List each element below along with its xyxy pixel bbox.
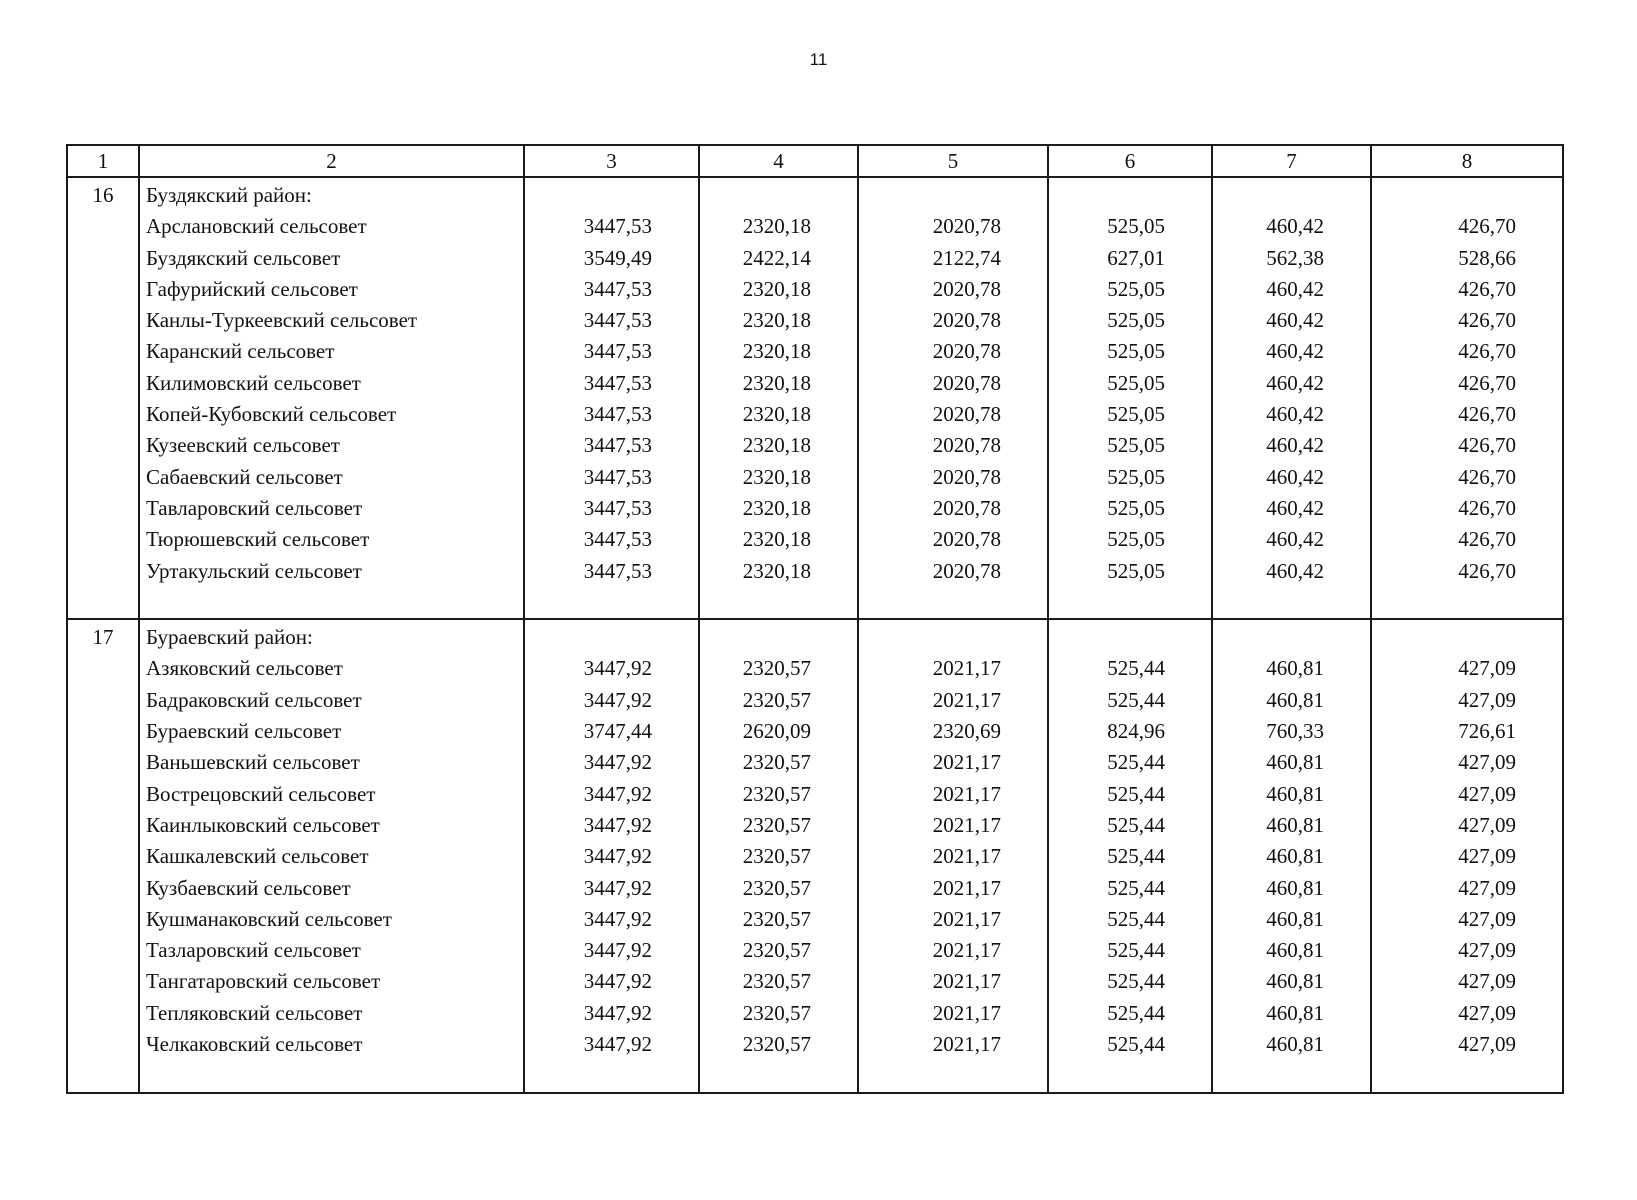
settlement-name: Бадраковский сельсовет [146, 687, 362, 712]
value-column-8 [1371, 619, 1563, 1092]
value-cell: 525,05 [1107, 558, 1165, 583]
blank-line [1372, 587, 1516, 618]
value-column-6 [1048, 177, 1212, 619]
region-index: 17 [67, 619, 139, 1092]
value-cell: 3447,53 [583, 339, 652, 364]
value-cell: 3447,92 [583, 750, 652, 775]
value-column-4 [699, 619, 858, 1092]
value-cell: 426,70 [1458, 433, 1516, 458]
value-cell: 427,09 [1458, 781, 1516, 806]
value-cell: 525,05 [1107, 433, 1165, 458]
value-cell: 3447,92 [583, 844, 652, 869]
blank-line [1213, 1060, 1324, 1091]
value-cell: 460,81 [1266, 1000, 1324, 1025]
value-cell: 525,05 [1107, 370, 1165, 395]
region-index: 16 [67, 177, 139, 619]
value-cell: 427,09 [1458, 656, 1516, 681]
value-cell: 460,42 [1266, 276, 1324, 301]
value-cell: 2021,17 [932, 938, 1001, 963]
value-cell: 426,70 [1458, 558, 1516, 583]
settlement-name: Вострецовский сельсовет [146, 781, 376, 806]
value-cell: 2020,78 [932, 495, 1001, 520]
settlement-name: Бураевский сельсовет [146, 719, 342, 744]
blank-line [1049, 1060, 1165, 1091]
value-cell: 2021,17 [932, 687, 1001, 712]
region-section [67, 619, 1563, 1092]
value-cell: 426,70 [1458, 495, 1516, 520]
value-cell: 525,44 [1107, 875, 1165, 900]
settlement-name: Буздякский сельсовет [146, 245, 341, 270]
value-cell: 427,09 [1458, 812, 1516, 837]
settlement-name: Челкаковский сельсовет [146, 1032, 363, 1057]
blank-line [146, 1060, 523, 1091]
value-cell: 525,44 [1107, 812, 1165, 837]
column-number: 8 [1371, 145, 1563, 177]
value-cell: 460,42 [1266, 308, 1324, 333]
value-cell: 460,81 [1266, 875, 1324, 900]
value-cell: 2320,57 [742, 938, 811, 963]
value-cell: 427,09 [1458, 875, 1516, 900]
blank-line [700, 622, 811, 653]
settlement-name: Тюрюшевский сельсовет [146, 527, 370, 552]
value-cell: 525,44 [1107, 781, 1165, 806]
blank-line [1213, 587, 1324, 618]
value-cell: 525,44 [1107, 656, 1165, 681]
value-cell: 3447,53 [583, 495, 652, 520]
value-cell: 426,70 [1458, 402, 1516, 427]
value-cell: 3447,53 [583, 402, 652, 427]
value-cell: 3747,44 [583, 719, 652, 744]
blank-line [859, 180, 1001, 211]
value-cell: 2320,57 [742, 969, 811, 994]
value-cell: 3447,92 [583, 938, 652, 963]
value-cell: 2320,18 [742, 276, 811, 301]
value-cell: 3447,53 [583, 527, 652, 552]
value-cell: 2021,17 [932, 875, 1001, 900]
value-cell: 3447,92 [583, 875, 652, 900]
value-cell: 726,61 [1458, 719, 1516, 744]
region-title: Буздякский район: [146, 183, 312, 207]
value-cell: 460,81 [1266, 938, 1324, 963]
blank-line [1049, 180, 1165, 211]
value-cell: 2320,57 [742, 844, 811, 869]
settlement-name: Азяковский сельсовет [146, 656, 343, 681]
value-cell: 2020,78 [932, 214, 1001, 239]
region-title: Бураевский район: [146, 625, 313, 650]
value-cell: 525,44 [1107, 969, 1165, 994]
value-cell: 562,38 [1266, 245, 1324, 270]
settlement-name: Копей-Кубовский сельсовет [146, 402, 397, 427]
value-cell: 528,66 [1458, 245, 1516, 270]
value-cell: 2020,78 [932, 433, 1001, 458]
value-cell: 2020,78 [932, 402, 1001, 427]
settlement-name: Кузбаевский сельсовет [146, 875, 351, 900]
blank-line [859, 622, 1001, 653]
value-cell: 2320,57 [742, 656, 811, 681]
value-cell: 2020,78 [932, 339, 1001, 364]
value-cell: 2020,78 [932, 527, 1001, 552]
value-cell: 525,44 [1107, 938, 1165, 963]
settlement-name: Тазларовский сельсовет [146, 938, 361, 963]
column-number: 4 [699, 145, 858, 177]
value-cell: 3447,53 [583, 433, 652, 458]
settlement-name: Кузеевский сельсовет [146, 433, 340, 458]
blank-line [525, 1060, 652, 1091]
value-cell: 2320,18 [742, 464, 811, 489]
value-cell: 525,05 [1107, 464, 1165, 489]
settlement-name: Каинлыковский сельсовет [146, 812, 380, 837]
value-cell: 2122,74 [932, 245, 1001, 270]
blank-line [859, 587, 1001, 618]
value-cell: 460,81 [1266, 812, 1324, 837]
value-cell: 525,05 [1107, 495, 1165, 520]
value-cell: 426,70 [1458, 308, 1516, 333]
blank-line [700, 1060, 811, 1091]
value-cell: 3447,92 [583, 969, 652, 994]
value-cell: 3447,53 [583, 276, 652, 301]
value-cell: 2021,17 [932, 844, 1001, 869]
value-cell: 2021,17 [932, 812, 1001, 837]
value-cell: 2320,18 [742, 402, 811, 427]
value-cell: 460,81 [1266, 750, 1324, 775]
value-cell: 427,09 [1458, 906, 1516, 931]
settlement-name: Тавларовский сельсовет [146, 495, 363, 520]
value-column-3 [524, 177, 699, 619]
blank-line [525, 622, 652, 653]
value-cell: 2320,57 [742, 812, 811, 837]
value-cell: 2320,57 [742, 906, 811, 931]
blank-line [700, 587, 811, 618]
value-cell: 3447,53 [583, 558, 652, 583]
settlement-name: Уртакульский сельсовет [146, 558, 362, 583]
column-number-row [67, 145, 1563, 177]
value-cell: 3447,53 [583, 214, 652, 239]
blank-line [859, 1060, 1001, 1091]
blank-line [1372, 180, 1516, 211]
blank-line [1372, 1060, 1516, 1091]
value-cell: 460,81 [1266, 969, 1324, 994]
settlement-name: Сабаевский сельсовет [146, 464, 343, 489]
value-cell: 2320,57 [742, 1000, 811, 1025]
value-cell: 3447,53 [583, 464, 652, 489]
value-cell: 426,70 [1458, 214, 1516, 239]
value-cell: 2020,78 [932, 276, 1001, 301]
value-column-7 [1212, 177, 1371, 619]
value-cell: 460,81 [1266, 844, 1324, 869]
value-cell: 460,42 [1266, 527, 1324, 552]
value-cell: 427,09 [1458, 844, 1516, 869]
value-cell: 2320,18 [742, 527, 811, 552]
blank-line [525, 180, 652, 211]
value-cell: 426,70 [1458, 370, 1516, 395]
value-cell: 2020,78 [932, 558, 1001, 583]
settlement-name: Канлы-Туркеевский сельсовет [146, 308, 418, 333]
value-cell: 427,09 [1458, 687, 1516, 712]
value-column-3 [524, 619, 699, 1092]
value-cell: 525,44 [1107, 1032, 1165, 1057]
blank-line [700, 180, 811, 211]
value-cell: 2422,14 [742, 245, 811, 270]
value-cell: 426,70 [1458, 276, 1516, 301]
value-cell: 460,81 [1266, 781, 1324, 806]
column-number: 2 [139, 145, 524, 177]
value-cell: 426,70 [1458, 339, 1516, 364]
value-cell: 824,96 [1107, 719, 1165, 744]
value-cell: 427,09 [1458, 1000, 1516, 1025]
value-cell: 3447,92 [583, 656, 652, 681]
value-cell: 525,05 [1107, 308, 1165, 333]
value-cell: 460,42 [1266, 558, 1324, 583]
settlement-name: Кушманаковский сельсовет [146, 906, 392, 931]
value-cell: 525,44 [1107, 906, 1165, 931]
value-cell: 2021,17 [932, 656, 1001, 681]
value-cell: 426,70 [1458, 527, 1516, 552]
tariff-table [66, 144, 1564, 1094]
value-cell: 427,09 [1458, 969, 1516, 994]
value-cell: 460,42 [1266, 495, 1324, 520]
value-cell: 2320,18 [742, 339, 811, 364]
settlement-name: Килимовский сельсовет [146, 370, 361, 395]
region-section [67, 177, 1563, 619]
value-cell: 460,81 [1266, 656, 1324, 681]
value-cell: 525,44 [1107, 687, 1165, 712]
value-cell: 460,81 [1266, 687, 1324, 712]
value-cell: 2320,57 [742, 687, 811, 712]
value-cell: 525,05 [1107, 527, 1165, 552]
value-cell: 2320,69 [932, 719, 1001, 744]
value-cell: 2320,18 [742, 214, 811, 239]
value-column-6 [1048, 619, 1212, 1092]
settlement-name: Каранский сельсовет [146, 339, 335, 364]
blank-line [525, 587, 652, 618]
settlement-names [139, 619, 524, 1092]
settlement-name: Ваньшевский сельсовет [146, 750, 360, 775]
value-cell: 2320,57 [742, 1032, 811, 1057]
value-cell: 2021,17 [932, 1032, 1001, 1057]
value-cell: 3447,53 [583, 370, 652, 395]
value-cell: 2021,17 [932, 906, 1001, 931]
blank-line [1372, 622, 1516, 653]
column-number: 3 [524, 145, 699, 177]
blank-line [146, 587, 523, 618]
value-cell: 3447,92 [583, 687, 652, 712]
value-column-4 [699, 177, 858, 619]
value-cell: 2620,09 [742, 719, 811, 744]
value-cell: 2320,18 [742, 495, 811, 520]
value-cell: 2320,18 [742, 370, 811, 395]
value-cell: 2320,18 [742, 558, 811, 583]
settlement-name: Тепляковский сельсовет [146, 1000, 363, 1025]
value-cell: 525,05 [1107, 402, 1165, 427]
value-cell: 3447,92 [583, 812, 652, 837]
value-cell: 525,05 [1107, 214, 1165, 239]
value-cell: 3447,92 [583, 1000, 652, 1025]
value-cell: 427,09 [1458, 1032, 1516, 1057]
value-cell: 2320,18 [742, 308, 811, 333]
blank-line [1213, 180, 1324, 211]
value-cell: 525,44 [1107, 750, 1165, 775]
value-cell: 3447,53 [583, 308, 652, 333]
value-cell: 525,05 [1107, 339, 1165, 364]
blank-line [1049, 622, 1165, 653]
value-cell: 2021,17 [932, 969, 1001, 994]
value-cell: 2020,78 [932, 370, 1001, 395]
settlement-name: Кашкалевский сельсовет [146, 844, 369, 869]
value-cell: 760,33 [1266, 719, 1324, 744]
value-cell: 2320,57 [742, 750, 811, 775]
value-cell: 427,09 [1458, 750, 1516, 775]
value-column-8 [1371, 177, 1563, 619]
value-cell: 525,05 [1107, 276, 1165, 301]
column-number: 5 [858, 145, 1048, 177]
value-cell: 460,42 [1266, 402, 1324, 427]
value-cell: 2020,78 [932, 464, 1001, 489]
value-column-5 [858, 177, 1048, 619]
value-cell: 2021,17 [932, 781, 1001, 806]
settlement-name: Гафурийский сельсовет [146, 276, 358, 301]
value-cell: 427,09 [1458, 938, 1516, 963]
settlement-names [139, 177, 524, 619]
value-column-7 [1212, 619, 1371, 1092]
value-cell: 2021,17 [932, 750, 1001, 775]
value-cell: 2320,57 [742, 875, 811, 900]
value-cell: 3447,92 [583, 906, 652, 931]
value-cell: 460,42 [1266, 370, 1324, 395]
value-cell: 2020,78 [932, 308, 1001, 333]
page-number: 11 [809, 50, 828, 69]
value-cell: 460,81 [1266, 906, 1324, 931]
value-cell: 460,42 [1266, 339, 1324, 364]
settlement-name: Тангатаровский сельсовет [146, 969, 381, 994]
value-cell: 2320,57 [742, 781, 811, 806]
blank-line [1213, 622, 1324, 653]
settlement-name: Арслановский сельсовет [146, 214, 367, 239]
column-number: 6 [1048, 145, 1212, 177]
value-cell: 460,42 [1266, 464, 1324, 489]
value-cell: 525,44 [1107, 1000, 1165, 1025]
column-number: 1 [67, 145, 139, 177]
value-cell: 3447,92 [583, 1032, 652, 1057]
value-cell: 460,81 [1266, 1032, 1324, 1057]
column-number: 7 [1212, 145, 1371, 177]
value-cell: 460,42 [1266, 214, 1324, 239]
value-cell: 627,01 [1107, 245, 1165, 270]
blank-line [1049, 587, 1165, 618]
value-cell: 2320,18 [742, 433, 811, 458]
value-cell: 3549,49 [583, 245, 652, 270]
value-cell: 460,42 [1266, 433, 1324, 458]
value-cell: 525,44 [1107, 844, 1165, 869]
value-cell: 2021,17 [932, 1000, 1001, 1025]
value-column-5 [858, 619, 1048, 1092]
value-cell: 3447,92 [583, 781, 652, 806]
value-cell: 426,70 [1458, 464, 1516, 489]
